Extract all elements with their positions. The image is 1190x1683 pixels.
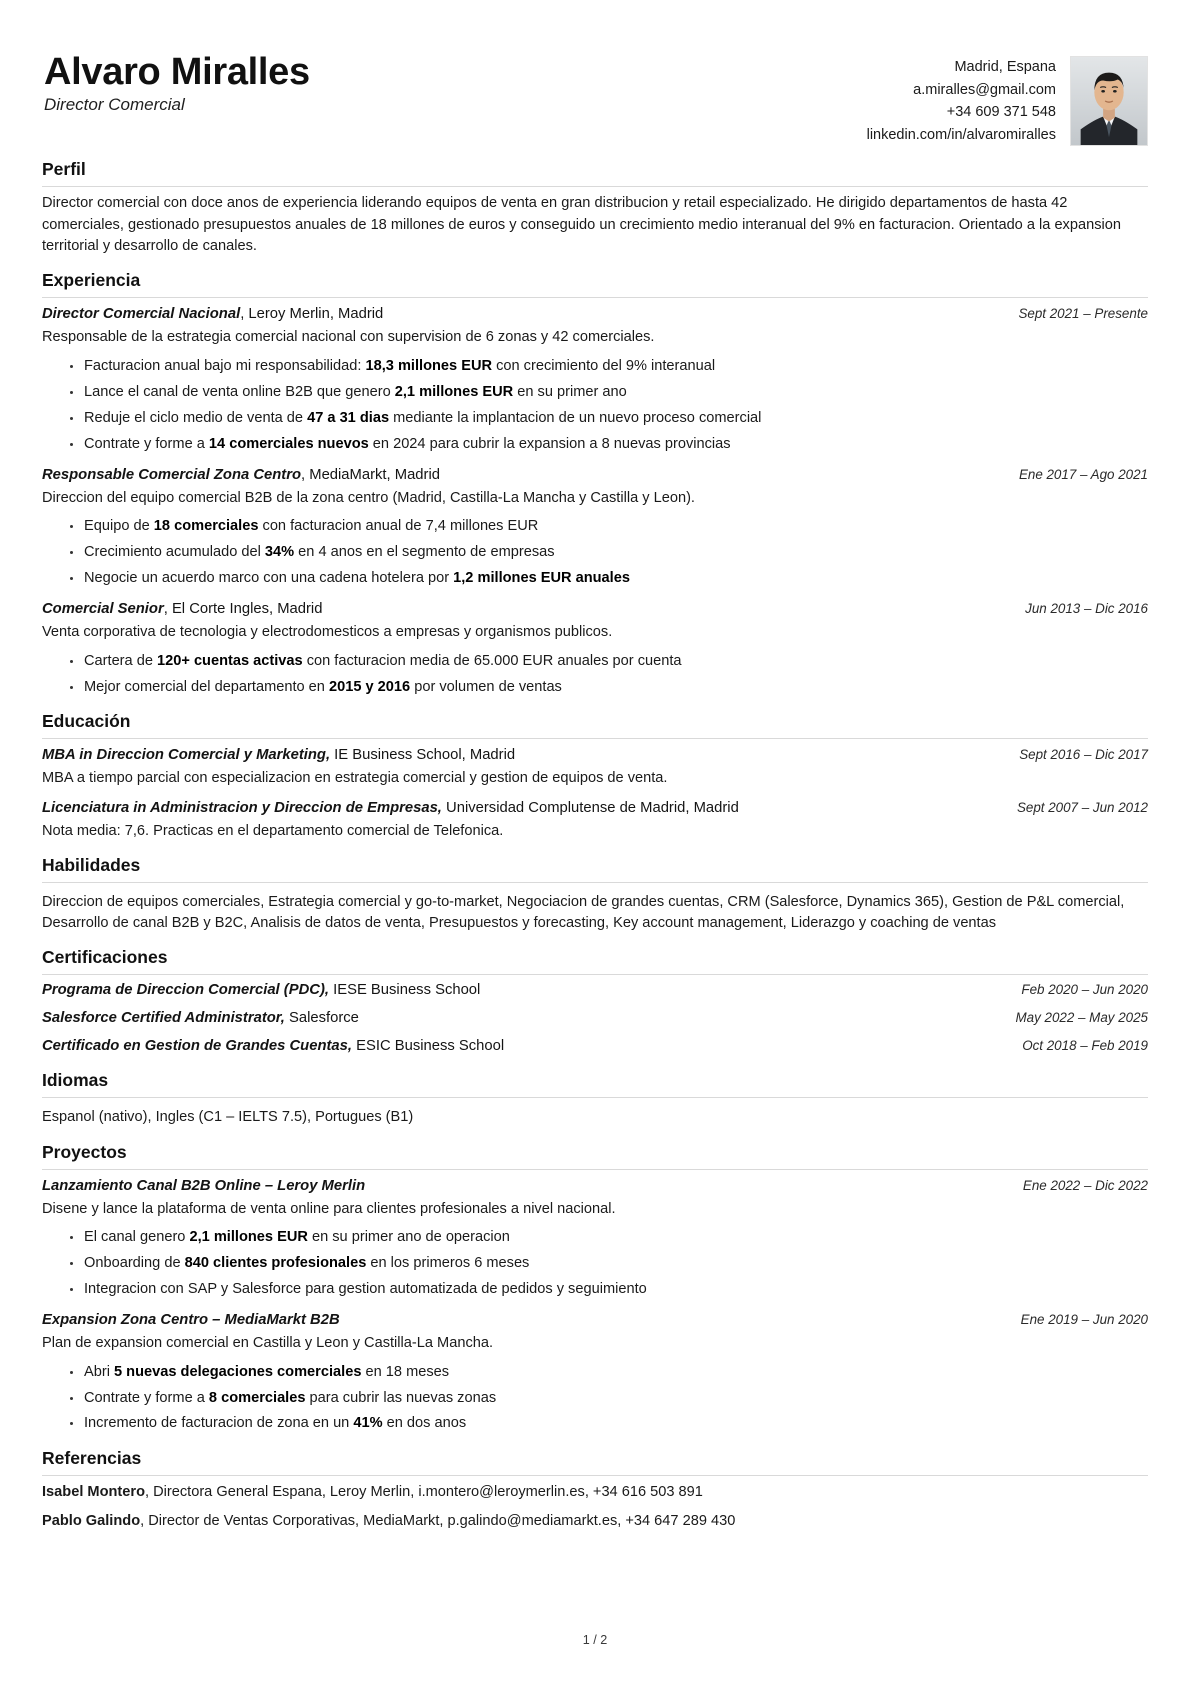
entry-role: Lanzamiento Canal B2B Online – Leroy Merlin bbox=[42, 1177, 366, 1194]
bullet-text: con facturacion anual de 7,4 millones EUR bbox=[258, 518, 539, 535]
certification-name: Programa de Direccion Comercial (PDC), bbox=[42, 982, 329, 999]
section-heading-certificaciones: Certificaciones bbox=[42, 947, 183, 968]
entry-header bbox=[42, 1311, 1148, 1331]
bullet-item bbox=[70, 1227, 1148, 1249]
bullet-item bbox=[70, 434, 1148, 456]
certification-title bbox=[42, 981, 1003, 1001]
certification-date: Oct 2018 – Feb 2019 bbox=[1022, 1038, 1148, 1054]
contact-location: Madrid, Espana bbox=[954, 59, 1056, 75]
heading-highlight bbox=[42, 724, 147, 731]
entry-summary: Plan de expansion comercial en Castilla y Leon y Castilla-La Mancha. bbox=[42, 1334, 494, 1351]
section-idiomas bbox=[42, 1070, 1148, 1128]
bullet-text: Lance el canal de venta online B2B que genero bbox=[84, 383, 395, 400]
entry-header bbox=[42, 1177, 1148, 1197]
entry bbox=[42, 1177, 1148, 1301]
entry-date: Ene 2019 – Jun 2020 bbox=[1020, 1311, 1148, 1327]
bullet-text: Contrate y forme a bbox=[84, 435, 209, 452]
avatar bbox=[1070, 56, 1148, 146]
section-perfil bbox=[42, 159, 1148, 257]
bullet-text: Incremento de facturacion de zona en un bbox=[84, 1415, 354, 1432]
bullet-emphasis: 8 comerciales bbox=[208, 1389, 306, 1406]
entry-header bbox=[42, 799, 1148, 819]
habilidades-body: Direccion de equipos comerciales, Estrategia comercial y go-to-market, Negociacion de grandes cuentas, CRM (Salesforce, Dynamics 365), Gestion de P&L comercial, Desarrollo de canal B2B y B2C, Analisis de datos de venta, Presupuestos y forecasting, Key account management, Liderazgo y coaching de ventas bbox=[42, 893, 1125, 932]
heading-highlight bbox=[42, 1155, 143, 1162]
entry-date: Sept 2021 – Presente bbox=[1018, 306, 1148, 322]
heading-highlight bbox=[42, 283, 156, 290]
bullet-text: Contrate y forme a bbox=[84, 1389, 209, 1406]
entry-summary: MBA a tiempo parcial con especializacion en estrategia comercial y gestion de equipos de venta. bbox=[42, 770, 668, 787]
certification-issuer: Salesforce bbox=[284, 1010, 359, 1027]
bullet-item bbox=[70, 1362, 1148, 1384]
entry-date: Ene 2022 – Dic 2022 bbox=[1022, 1177, 1148, 1193]
entry-role: Director Comercial Nacional bbox=[42, 306, 241, 323]
bullet-item bbox=[70, 1413, 1148, 1435]
bullet-emphasis: 1,2 millones EUR anuales bbox=[453, 570, 630, 587]
entry-bullet-list bbox=[42, 651, 1148, 699]
entry-role: MBA in Direccion Comercial y Marketing, bbox=[42, 747, 331, 764]
section-heading-referencias: Referencias bbox=[42, 1448, 157, 1469]
heading-highlight bbox=[42, 172, 102, 179]
bullet-item bbox=[70, 356, 1148, 378]
section-heading-wrap-proyectos bbox=[42, 1142, 1148, 1170]
section-heading-habilidades: Habilidades bbox=[42, 855, 156, 876]
section-heading-proyectos: Proyectos bbox=[42, 1142, 143, 1163]
entry-role: Responsable Comercial Zona Centro bbox=[42, 466, 302, 483]
section-proyectos bbox=[42, 1142, 1148, 1436]
resume-header bbox=[42, 40, 1148, 146]
bullet-text: por volumen de ventas bbox=[410, 678, 562, 695]
entry bbox=[42, 466, 1148, 590]
bullet-emphasis: 120+ cuentas activas bbox=[157, 652, 303, 669]
certification-row bbox=[42, 1009, 1148, 1029]
entry bbox=[42, 305, 1148, 455]
entry-organization: , Leroy Merlin, Madrid bbox=[240, 306, 384, 323]
bullet-emphasis: 840 clientes profesionales bbox=[184, 1255, 367, 1272]
entry-header bbox=[42, 600, 1148, 620]
bullet-emphasis: 47 a 31 dias bbox=[307, 409, 390, 426]
certification-name: Salesforce Certified Administrator, bbox=[42, 1010, 285, 1027]
certification-row bbox=[42, 981, 1148, 1001]
section-educacion bbox=[42, 711, 1148, 841]
bullet-text: con crecimiento del 9% interanual bbox=[492, 358, 716, 375]
entry-role: Expansion Zona Centro – MediaMarkt B2B bbox=[42, 1311, 340, 1328]
entry-summary: Venta corporativa de tecnologia y electrodomesticos a empresas y organismos publicos. bbox=[42, 623, 613, 640]
bullet-item bbox=[70, 408, 1148, 430]
bullet-text: Mejor comercial del departamento en bbox=[84, 678, 329, 695]
section-heading-idiomas: Idiomas bbox=[42, 1070, 124, 1091]
references-list bbox=[42, 1482, 1148, 1532]
perfil-body: Director comercial con doce anos de experiencia liderando equipos de venta en gran distribucion y retail especializado. He dirigido departamentos de hasta 42 comerciales, gestionado presupuestos anuales de 18 millones de euros y conseguido un crecimiento medio interanual del 9% en facturacion. Orientado a la expansion territorial y desarrollo de canales. bbox=[42, 195, 1121, 255]
bullet-emphasis: 41% bbox=[353, 1415, 383, 1432]
entry bbox=[42, 600, 1148, 698]
bullet-emphasis: 14 comerciales nuevos bbox=[208, 435, 369, 452]
bullet-emphasis: 2,1 millones EUR bbox=[394, 383, 514, 400]
bullet-text: Negocie un acuerdo marco con una cadena hotelera por bbox=[84, 570, 454, 587]
reference-name: Isabel Montero bbox=[42, 1484, 145, 1501]
bullet-item bbox=[70, 1279, 1148, 1301]
education-list bbox=[42, 746, 1148, 841]
entry-organization: IE Business School, Madrid bbox=[330, 747, 516, 764]
entry-summary: Responsable de la estrategia comercial nacional con supervision de 6 zonas y 42 comerciales. bbox=[42, 329, 655, 346]
bullet-item bbox=[70, 516, 1148, 538]
section-experiencia bbox=[42, 270, 1148, 698]
entry-date: Jun 2013 – Dic 2016 bbox=[1025, 600, 1148, 616]
bullet-text: Integracion con SAP y Salesforce para gestion automatizada de pedidos y seguimiento bbox=[84, 1281, 647, 1298]
section-heading-educacion: Educación bbox=[42, 711, 147, 732]
section-heading-wrap-educacion bbox=[42, 711, 1148, 739]
entry-header bbox=[42, 746, 1148, 766]
bullet-item bbox=[70, 382, 1148, 404]
bullet-emphasis: 2015 y 2016 bbox=[328, 678, 411, 695]
entry-title bbox=[42, 1177, 1005, 1197]
bullet-text: Abri bbox=[84, 1363, 115, 1380]
bullet-text: en 18 meses bbox=[361, 1363, 450, 1380]
bullet-text: en su primer ano de operacion bbox=[307, 1229, 510, 1246]
contact-phone[interactable]: +34 609 371 548 bbox=[946, 104, 1056, 121]
entry bbox=[42, 746, 1148, 789]
bullet-emphasis: 2,1 millones EUR bbox=[189, 1229, 308, 1246]
section-certificaciones bbox=[42, 947, 1148, 1057]
entry-title bbox=[42, 305, 1000, 325]
bullet-text: Onboarding de bbox=[84, 1255, 185, 1272]
entry-date: Sept 2007 – Jun 2012 bbox=[1016, 800, 1148, 816]
certification-issuer: IESE Business School bbox=[328, 982, 481, 999]
section-referencias bbox=[42, 1448, 1148, 1532]
bullet-item bbox=[70, 651, 1148, 673]
bullet-item bbox=[70, 542, 1148, 564]
certifications-list bbox=[42, 981, 1148, 1057]
experience-list bbox=[42, 305, 1148, 698]
certification-name: Certificado en Gestion de Grandes Cuentas, bbox=[42, 1038, 352, 1055]
contact-linkedin[interactable]: linkedin.com/in/alvaromiralles bbox=[866, 126, 1056, 143]
bullet-text: Reduje el ciclo medio de venta de bbox=[84, 409, 308, 426]
bullet-text: en los primeros 6 meses bbox=[366, 1255, 530, 1272]
section-heading-wrap-idiomas bbox=[42, 1070, 1148, 1098]
bullet-emphasis: 5 nuevas delegaciones comerciales bbox=[114, 1363, 362, 1380]
bullet-item bbox=[70, 568, 1148, 590]
bullet-text: en dos anos bbox=[382, 1415, 467, 1432]
reference-name: Pablo Galindo bbox=[42, 1513, 141, 1530]
heading-highlight bbox=[42, 960, 183, 967]
entry-header bbox=[42, 305, 1148, 325]
reference-row bbox=[42, 1511, 1148, 1532]
certification-row bbox=[42, 1037, 1148, 1057]
entry-bullet-list bbox=[42, 1227, 1148, 1301]
entry-date: Sept 2016 – Dic 2017 bbox=[1019, 747, 1148, 763]
idiomas-body: Espanol (nativo), Ingles (C1 – IELTS 7.5), Portugues (B1) bbox=[42, 1109, 414, 1126]
bullet-text: Crecimiento acumulado del bbox=[84, 544, 265, 561]
heading-highlight bbox=[42, 1083, 124, 1090]
section-heading-wrap-habilidades bbox=[42, 855, 1148, 883]
entry-title bbox=[42, 600, 1007, 620]
certification-title bbox=[42, 1037, 1004, 1057]
certification-date: May 2022 – May 2025 bbox=[1015, 1010, 1148, 1026]
bullet-text: Facturacion anual bajo mi responsabilidad: bbox=[84, 358, 366, 375]
entry-bullet-list bbox=[42, 1362, 1148, 1436]
bullet-text: con facturacion media de 65.000 EUR anuales por cuenta bbox=[302, 652, 682, 669]
entry bbox=[42, 1311, 1148, 1435]
entry-role: Comercial Senior bbox=[42, 600, 164, 617]
bullet-emphasis: 34% bbox=[264, 544, 295, 561]
header-right bbox=[867, 52, 1148, 146]
entry-role: Licenciatura in Administracion y Direccion de Empresas, bbox=[42, 800, 442, 817]
certification-title bbox=[42, 1009, 997, 1029]
entry-bullet-list bbox=[42, 356, 1148, 456]
bullet-text: Equipo de bbox=[84, 518, 154, 535]
entry-title bbox=[42, 1311, 1003, 1331]
entry-title bbox=[42, 466, 1001, 486]
certification-date: Feb 2020 – Jun 2020 bbox=[1021, 982, 1148, 998]
section-heading-perfil: Perfil bbox=[42, 159, 102, 180]
heading-highlight bbox=[42, 868, 156, 875]
section-heading-wrap-experiencia bbox=[42, 270, 1148, 298]
entry-organization: Universidad Complutense de Madrid, Madrid bbox=[441, 800, 739, 817]
reference-details: , Director de Ventas Corporativas, MediaMarkt, p.galindo@mediamarkt.es, +34 647 289 430 bbox=[140, 1513, 736, 1530]
bullet-emphasis: 18 comerciales bbox=[153, 518, 259, 535]
job-title: Director Comercial bbox=[44, 95, 185, 115]
reference-details: , Directora General Espana, Leroy Merlin, i.montero@leroymerlin.es, +34 616 503 891 bbox=[144, 1484, 703, 1501]
reference-row bbox=[42, 1482, 1148, 1503]
projects-list bbox=[42, 1177, 1148, 1436]
entry-organization: , El Corte Ingles, Madrid bbox=[163, 600, 323, 617]
entry-date: Ene 2017 – Ago 2021 bbox=[1018, 466, 1148, 482]
entry-bullet-list bbox=[42, 516, 1148, 590]
entry bbox=[42, 799, 1148, 842]
bullet-text: en 2024 para cubrir la expansion a 8 nuevas provincias bbox=[368, 435, 731, 452]
entry-summary: Nota media: 7,6. Practicas en el departamento comercial de Telefonica. bbox=[42, 823, 504, 840]
heading-highlight bbox=[42, 1461, 157, 1468]
bullet-item bbox=[70, 1253, 1148, 1275]
section-heading-wrap-certificaciones bbox=[42, 947, 1148, 975]
entry-header bbox=[42, 466, 1148, 486]
entry-organization: , MediaMarkt, Madrid bbox=[301, 466, 440, 483]
entry-title bbox=[42, 799, 999, 819]
certification-issuer: ESIC Business School bbox=[351, 1038, 505, 1055]
page-number: 1 / 2 bbox=[582, 1633, 608, 1647]
bullet-text: para cubrir las nuevas zonas bbox=[305, 1389, 497, 1406]
page-title: Alvaro Miralles bbox=[44, 51, 310, 93]
bullet-text: en 4 anos en el segmento de empresas bbox=[294, 544, 555, 561]
bullet-item bbox=[70, 677, 1148, 699]
entry-summary: Disene y lance la plataforma de venta online para clientes profesionales a nivel nacional. bbox=[42, 1200, 616, 1217]
entry-title bbox=[42, 746, 1001, 766]
bullet-emphasis: 18,3 millones EUR bbox=[365, 358, 493, 375]
bullet-item bbox=[70, 1388, 1148, 1410]
entry-summary: Direccion del equipo comercial B2B de la zona centro (Madrid, Castilla-La Mancha y Castilla y Leon). bbox=[42, 489, 695, 506]
section-heading-wrap-perfil bbox=[42, 159, 1148, 187]
bullet-text: El canal genero bbox=[84, 1229, 190, 1246]
bullet-text: en su primer ano bbox=[513, 383, 627, 400]
section-heading-wrap-referencias bbox=[42, 1448, 1148, 1476]
section-habilidades bbox=[42, 855, 1148, 935]
contact-block bbox=[867, 56, 1056, 146]
contact-email[interactable]: a.miralles@gmail.com bbox=[913, 81, 1056, 98]
identity-block bbox=[42, 52, 310, 115]
bullet-text: Cartera de bbox=[84, 652, 158, 669]
section-heading-experiencia: Experiencia bbox=[42, 270, 156, 291]
bullet-text: mediante la implantacion de un nuevo proceso comercial bbox=[389, 409, 762, 426]
